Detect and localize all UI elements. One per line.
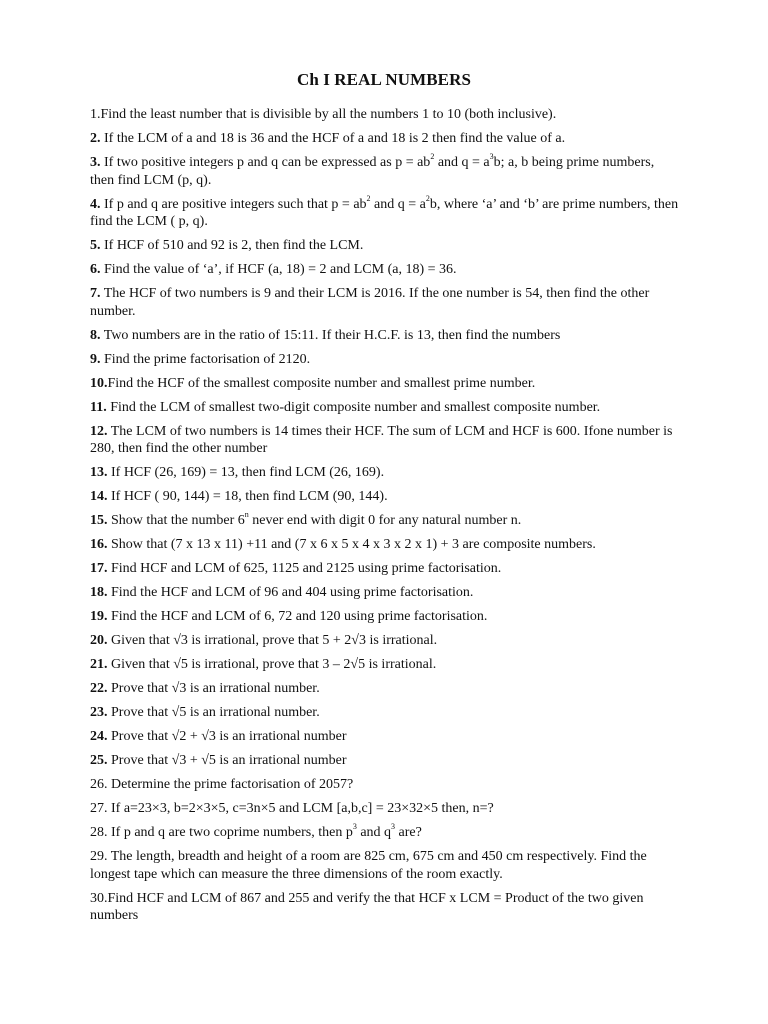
question-number: 22. (90, 681, 108, 696)
question-number: 25. (90, 753, 108, 768)
question-number: 19. (90, 609, 108, 624)
question-number: 9. (90, 351, 101, 367)
question-number: 4. (90, 196, 101, 212)
question-number: 12. (90, 423, 108, 439)
question-text: are? (395, 825, 422, 840)
question-text: b, where ‘a’ and ‘b’ are prime numbers, then find the LCM ( p, q). (90, 196, 679, 229)
question-item (90, 824, 680, 842)
question-item (90, 351, 680, 369)
question-text: never end with digit 0 for any natural number n. (248, 513, 522, 528)
question-number: 5. (90, 238, 101, 253)
question-item (90, 656, 680, 674)
question-text: Find HCF and LCM of 867 and 255 and verify the that HCF x LCM = Product of the two given numbers (90, 890, 644, 923)
question-text: If two positive integers p and q can be expressed as p = ab (100, 155, 431, 170)
question-number: 7. (90, 286, 101, 301)
question-text: Show that (7 x 13 x 11) +11 and (7 x 6 x 5 x 4 x 3 x 2 x 1) + 3 are composite numbers. (107, 537, 596, 552)
question-number: 23. (90, 705, 108, 720)
question-text: The LCM of two numbers is 14 times their HCF. The sum of LCM and HCF is 600. Ifone number is 280, then find the other number (90, 423, 673, 456)
question-number: 24. (90, 729, 108, 744)
question-number: 27. (90, 801, 108, 816)
question-number: 3. (90, 155, 101, 170)
question-text: The HCF of two numbers is 9 and their LCM is 2016. If the one number is 54, then find the other number. (90, 286, 650, 319)
question-item (90, 728, 680, 746)
question-text: and q (356, 825, 392, 840)
question-item (90, 704, 680, 722)
question-item (90, 680, 680, 698)
question-number: 26. (90, 777, 108, 792)
question-list (90, 106, 680, 931)
question-number: 29. (90, 849, 108, 864)
question-text: b; a, b being prime numbers, then find LCM (p, q). (90, 155, 655, 188)
question-item (90, 752, 680, 770)
question-number: 30. (90, 890, 108, 906)
question-text: and q = a (370, 196, 426, 212)
question-item (90, 890, 680, 925)
question-item (90, 399, 680, 417)
question-item (90, 237, 680, 255)
question-text: If HCF (26, 169) = 13, then find LCM (26, 169). (107, 465, 385, 480)
question-number: 20. (90, 633, 108, 648)
superscript: 2 (366, 193, 371, 203)
question-text: Find the value of ‘a’, if HCF (a, 18) = 2 and LCM (a, 18) = 36. (100, 262, 457, 277)
question-item (90, 560, 680, 578)
question-number: 16. (90, 537, 108, 552)
question-item (90, 375, 680, 393)
question-text: If p and q are two coprime numbers, then p (107, 825, 353, 840)
question-item (90, 464, 680, 482)
question-number: 1. (90, 107, 101, 122)
question-text: If HCF ( 90, 144) = 18, then find LCM (90, 144). (107, 489, 388, 504)
question-number: 6. (90, 262, 101, 277)
question-text: Find HCF and LCM of 625, 1125 and 2125 using prime factorisation. (107, 561, 502, 576)
question-item (90, 776, 680, 794)
question-item (90, 848, 680, 883)
superscript: 2 (430, 152, 435, 162)
question-item (90, 512, 680, 530)
question-text: Show that the number 6 (107, 513, 245, 528)
question-text: If HCF of 510 and 92 is 2, then find the LCM. (100, 238, 364, 253)
question-item (90, 800, 680, 818)
question-number: 18. (90, 585, 108, 600)
question-number: 10. (90, 375, 108, 391)
question-number: 17. (90, 561, 108, 576)
question-text: and q = a (434, 155, 490, 170)
question-text: Given that √3 is irrational, prove that 5 + 2√3 is irrational. (107, 633, 438, 648)
question-item (90, 632, 680, 650)
superscript: 3 (391, 822, 396, 832)
question-text: Find the HCF of the smallest composite number and smallest prime number. (107, 375, 536, 391)
question-item (90, 327, 680, 345)
question-number: 13. (90, 465, 108, 480)
question-item (90, 584, 680, 602)
question-text: Two numbers are in the ratio of 15:11. If their H.C.F. is 13, then find the numbers (100, 327, 561, 343)
question-item (90, 193, 680, 231)
question-number: 21. (90, 657, 108, 672)
superscript: 3 (489, 152, 494, 162)
question-text: Find the HCF and LCM of 6, 72 and 120 using prime factorisation. (107, 609, 488, 624)
question-item (90, 608, 680, 626)
question-item (90, 285, 680, 320)
question-number: 15. (90, 513, 108, 528)
question-text: Find the prime factorisation of 2120. (100, 351, 311, 367)
question-item (90, 106, 680, 124)
question-text: Prove that √3 + √5 is an irrational number (107, 753, 347, 768)
question-number: 11. (90, 399, 107, 415)
question-text: Prove that √2 + √3 is an irrational number (107, 729, 347, 744)
question-text: Find the least number that is divisible by all the numbers 1 to 10 (both inclusive). (100, 107, 557, 122)
question-item (90, 423, 680, 458)
question-item (90, 130, 680, 148)
superscript: 2 (425, 193, 430, 203)
question-text: Determine the prime factorisation of 2057? (107, 777, 354, 792)
question-text: Prove that √5 is an irrational number. (107, 705, 320, 720)
question-text: If the LCM of a and 18 is 36 and the HCF of a and 18 is 2 then find the value of a. (100, 131, 566, 146)
question-text: Find the LCM of smallest two-digit composite number and smallest composite number. (106, 399, 601, 415)
question-text: Find the HCF and LCM of 96 and 404 using prime factorisation. (107, 585, 474, 600)
question-text: Prove that √3 is an irrational number. (107, 681, 320, 696)
question-text: The length, breadth and height of a room are 825 cm, 675 cm and 450 cm respectively. Find the longest tape which can measure the three dimensions of the room exactly. (90, 849, 647, 882)
question-number: 28. (90, 825, 108, 840)
question-text: If p and q are positive integers such that p = ab (100, 196, 367, 212)
superscript: 3 (352, 822, 357, 832)
question-item (90, 261, 680, 279)
question-text: Given that √5 is irrational, prove that 3 – 2√5 is irrational. (107, 657, 437, 672)
superscript: n (244, 510, 249, 520)
question-number: 8. (90, 327, 101, 343)
question-number: 14. (90, 489, 108, 504)
question-text: If a=23×3, b=2×3×5, c=3n×5 and LCM [a,b,c] = 23×32×5 then, n=? (107, 801, 494, 816)
question-item (90, 154, 680, 189)
question-item (90, 536, 680, 554)
question-item (90, 488, 680, 506)
question-number: 2. (90, 131, 101, 146)
page-title: Ch I REAL NUMBERS (296, 70, 472, 89)
